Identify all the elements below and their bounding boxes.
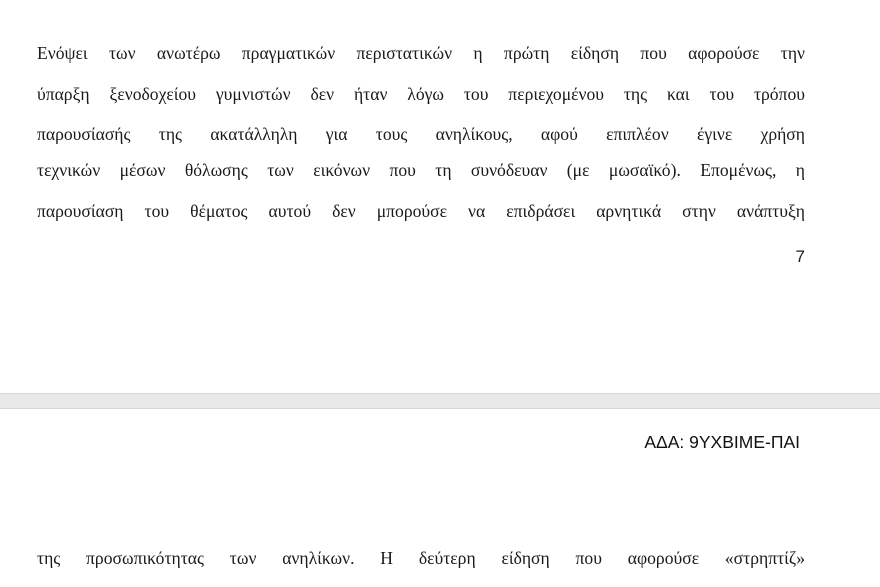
body-text-line: τεχνικών μέσων θόλωσης των εικόνων που τη συνόδευαν (με μωσαϊκό). Επομένως, η bbox=[37, 160, 805, 180]
page-number: 7 bbox=[795, 247, 805, 266]
body-text-line: παρουσίαση του θέματος αυτού δεν μπορούσε να επιδράσει αρνητικά στην ανάπτυξη bbox=[37, 201, 805, 221]
body-text-line: παρουσίασής της ακατάλληλη για τους ανηλίκους, αφού επιπλέον έγινε χρήση bbox=[37, 124, 805, 144]
page-separator bbox=[0, 393, 880, 409]
document-page-8 bbox=[0, 409, 880, 587]
body-text-line: ύπαρξη ξενοδοχείου γυμνιστών δεν ήταν λόγω του περιεχομένου της και του τρόπου bbox=[37, 84, 805, 104]
document-ada-code: ΑΔΑ: 9ΥΧΒΙΜΕ-ΠΑΙ bbox=[644, 432, 800, 452]
body-text-line: Ενόψει των ανωτέρω πραγματικών περιστατικών η πρώτη είδηση που αφορούσε την bbox=[37, 43, 805, 63]
body-text-line: της προσωπικότητας των ανηλίκων. Η δεύτερη είδηση που αφορούσε «στρηπτίζ» bbox=[37, 548, 805, 568]
